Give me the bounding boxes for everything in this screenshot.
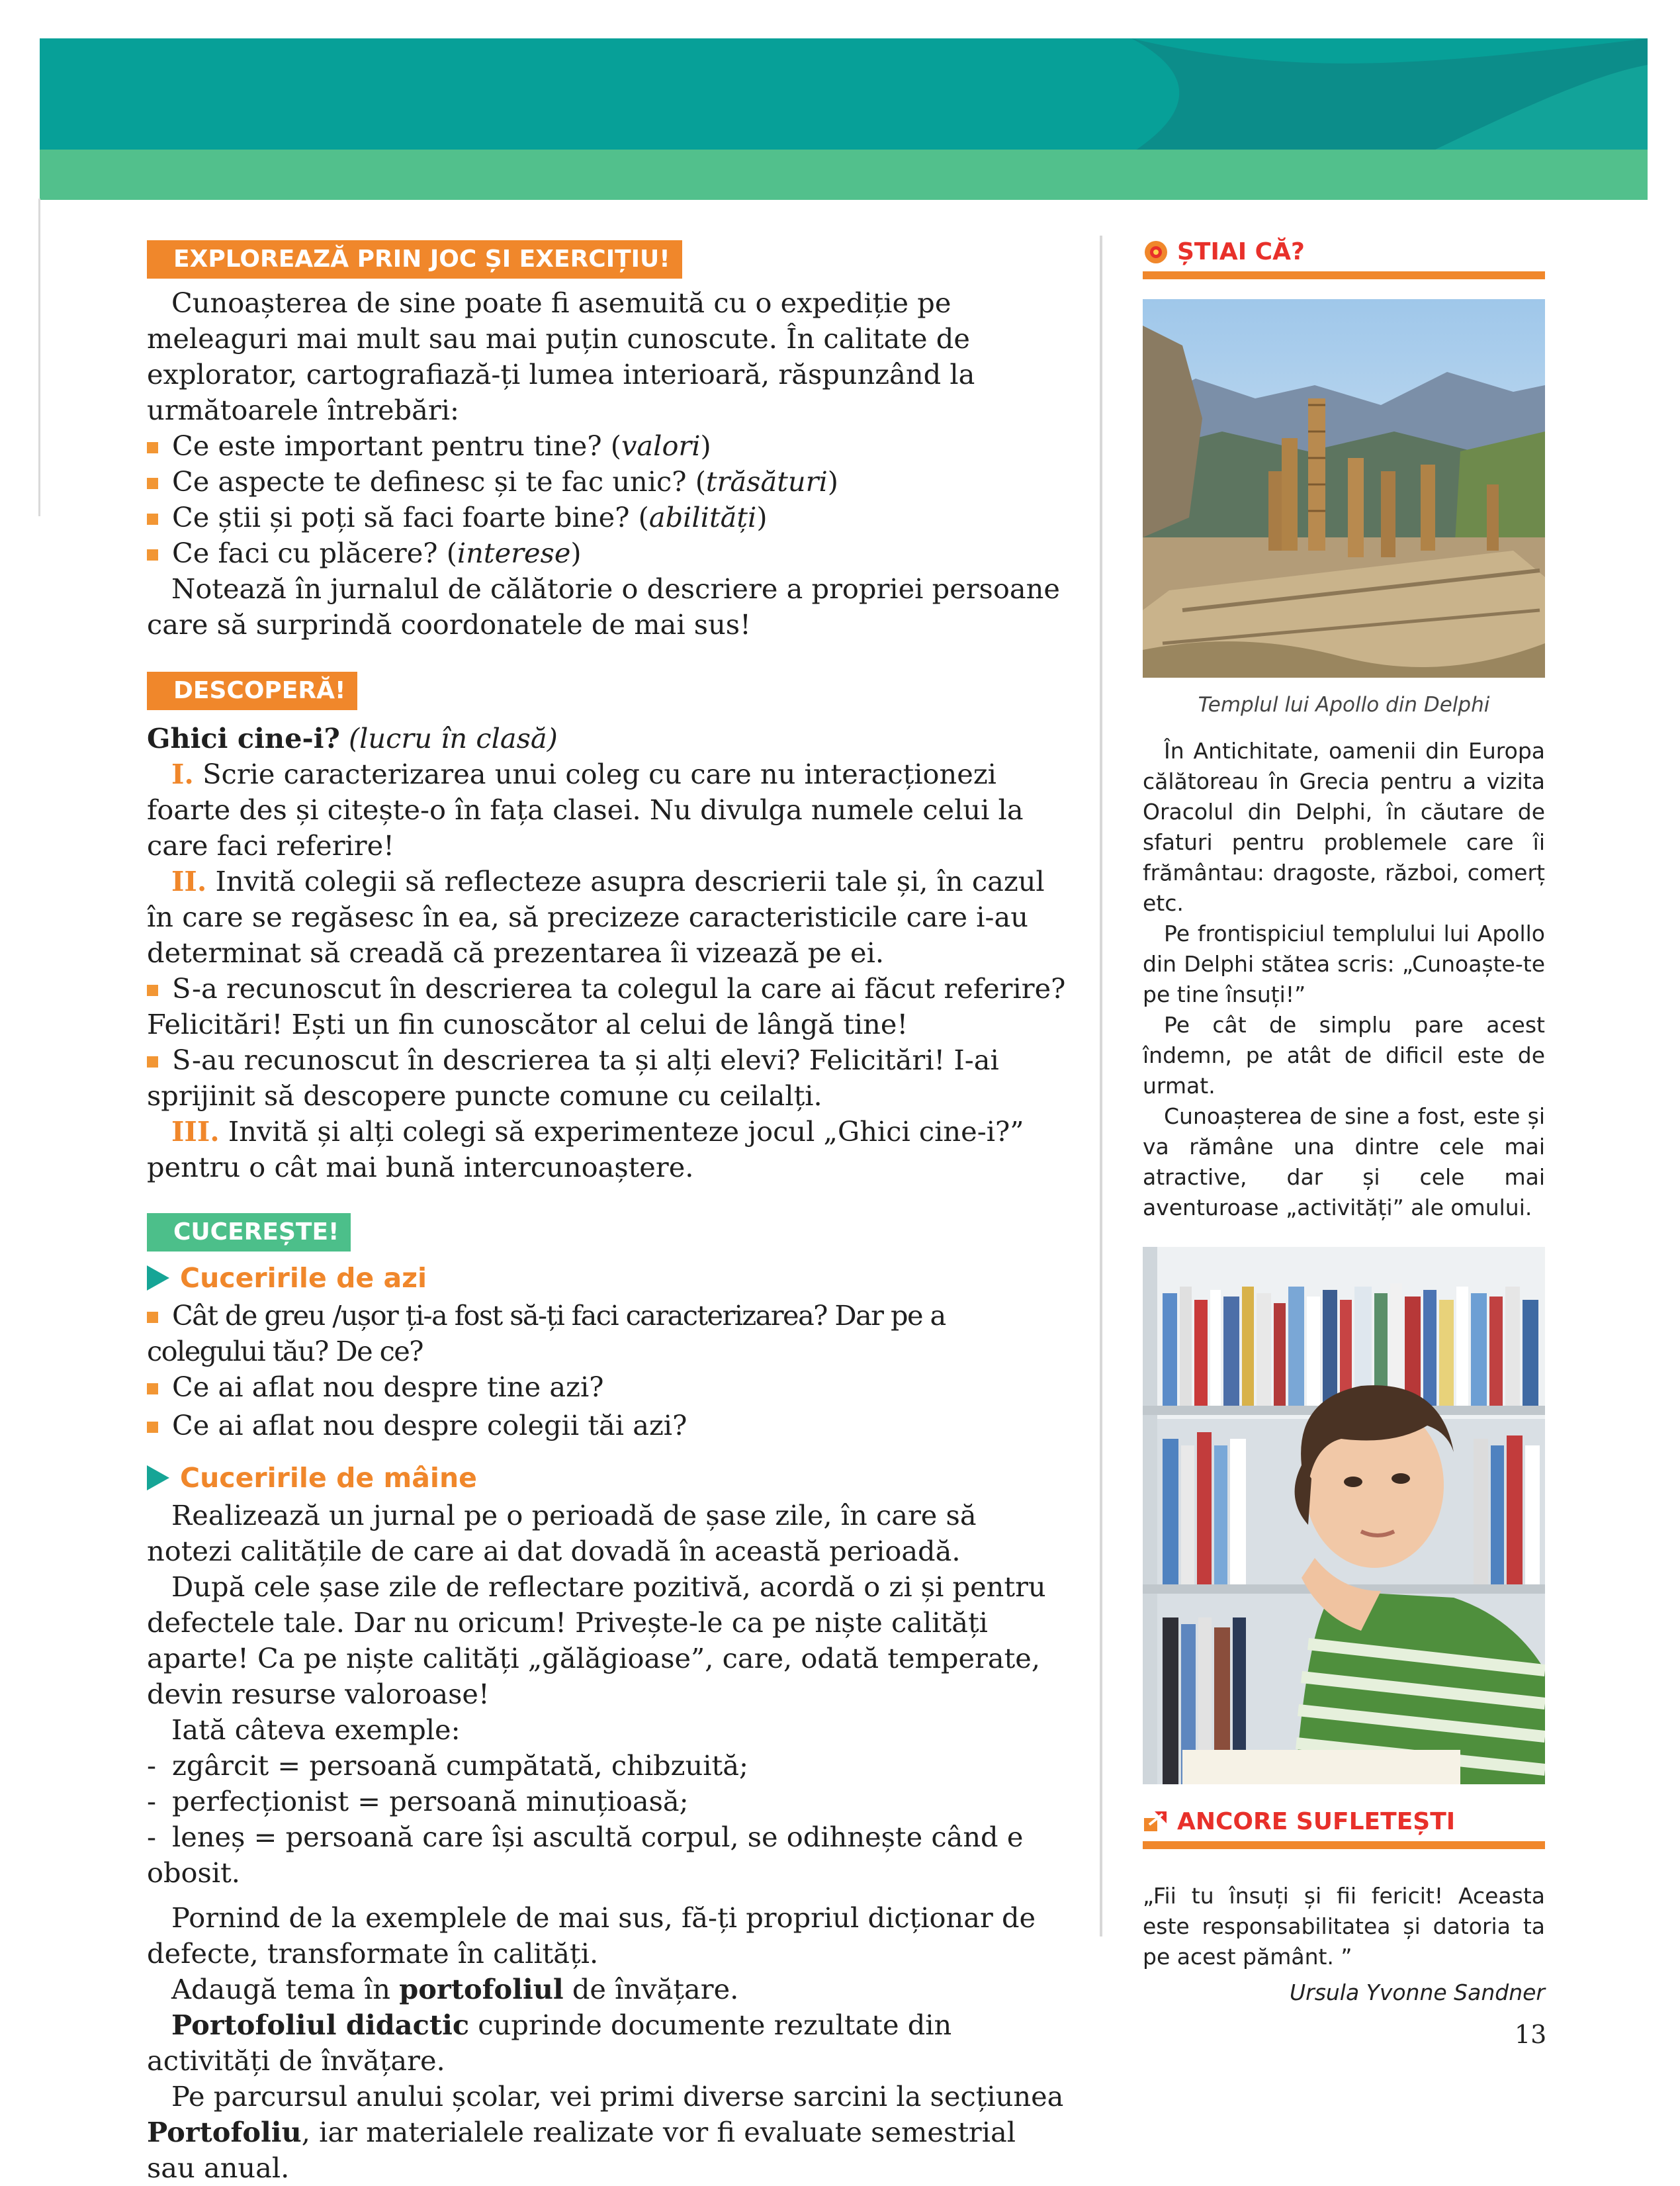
today-item: Ce ai aflat nou despre colegii tăi azi? xyxy=(147,1408,1067,1443)
discover-title: Ghici cine-i? (lucru în clasă) xyxy=(147,722,558,754)
main-column xyxy=(147,240,1067,2186)
header-banner xyxy=(40,38,1648,200)
quote-author: Ursula Yvonne Sandner xyxy=(1289,1980,1545,2005)
discover-bullet: S-a recunoscut în descrierea ta colegul la care ai făcut referire? Felicitări! Ești un fin cunoscător al celui de lângă tine! xyxy=(147,972,1066,1040)
section-heading-conquer: CUCEREȘTE! xyxy=(147,1213,351,1252)
example-item: - leneș = persoană care își ascultă corpul, se odihnește când e obosit. xyxy=(147,1821,1024,1889)
tomorrow-paragraph: Realizează un jurnal pe o perioadă de șase zile, în care să notezi calitățile de care ai dat dovadă în această perioadă. xyxy=(147,1499,977,1567)
photo-caption: Templul lui Apollo din Delphi xyxy=(1198,693,1490,717)
quote-text: „Fii tu însuți și fii fericit! Aceasta este responsabilitatea și datoria ta pe acest pământ. ” xyxy=(1143,1883,1545,1970)
did-you-know-text: În Antichitate, oamenii din Europa călătoreau în Grecia pentru a vizita Oracolul din Delphi, în căutare de sfaturi pentru problemele care îi frământau: dragoste, război, comerț etc. Pe frontispiciul templului lui Apollo din Delphi stătea scris: „Cunoaște-te pe tine însuți!” Pe cât de simplu pare acest îndemn, pe atât de dificil este de urmat. Cunoașterea de sine a fost, este și va rămâne una dintre cele mai atractive, dar și cele mai aventuroase „activități” ale omului. xyxy=(1143,738,1545,1220)
today-item: Cât de greu /ușor ți-a fost să-ți faci caracterizarea? Dar pe a colegului tău? De ce? xyxy=(147,1299,946,1367)
section-heading-discover: DESCOPERĂ! xyxy=(147,672,357,710)
tomorrow-paragraph: Portofoliul didactic cuprinde documente rezultate din activități de învățare. xyxy=(147,2009,952,2077)
section-heading-explore: EXPLOREAZĂ PRIN JOC ȘI EXERCIȚIU! xyxy=(147,240,682,279)
square-bullet-icon xyxy=(147,549,158,561)
discover-step-1: I. Scrie caracterizarea unui coleg cu care nu interacționezi foarte des și citește-o în fața clasei. Nu divulga numele celui la care faci referire! xyxy=(147,758,1024,862)
square-bullet-icon xyxy=(147,1383,158,1394)
margin-rule xyxy=(38,199,40,516)
heading-underline xyxy=(1143,271,1545,279)
square-bullet-icon xyxy=(147,514,158,525)
explore-intro: Cunoașterea de sine poate fi asemuită cu o expediție pe meleaguri mai mult sau mai puțin cunoscute. În calitate de explorator, cartografiază-ți lumea interioară, răspunzând la următoarele întrebări: xyxy=(147,287,975,426)
discover-step-3: III. Invită și alți colegi să experimenteze jocul „Ghici cine-i?” pentru o cât mai bună intercunoaștere. xyxy=(147,1115,1024,1183)
sidebar xyxy=(1143,236,1545,2008)
tomorrow-paragraph: Pornind de la exemplele de mai sus, fă-ți propriul dicționar de defecte, transformate în calități. xyxy=(147,1901,1036,1970)
page-number: 13 xyxy=(1515,2020,1547,2049)
subheading-tomorrow: Cuceririle de mâine xyxy=(147,1458,1067,1498)
square-bullet-icon xyxy=(147,985,158,996)
column-divider xyxy=(1100,236,1102,1936)
square-bullet-icon xyxy=(147,1056,158,1068)
discover-step-2: II. Invită colegii să reflecteze asupra descrierii tale și, în cazul în care se regăsesc în ea, să precizeze caracteristicile care i-au determinat să creadă că prezentarea îi vizează pe ei. xyxy=(147,865,1045,969)
explore-bullet: Ce este important pentru tine? (valori) xyxy=(147,428,1067,464)
delphi-temple-photo xyxy=(1143,299,1545,678)
examples-intro: Iată câteva exemple: xyxy=(171,1713,461,1746)
sun-icon xyxy=(1143,239,1169,265)
explore-bullet: Ce faci cu plăcere? (interese) xyxy=(147,535,1067,571)
anchor-arrows-icon xyxy=(1143,1809,1169,1835)
anchors-heading: ANCORE SUFLETEȘTI xyxy=(1143,1805,1545,1839)
heading-underline xyxy=(1143,1841,1545,1849)
tomorrow-paragraph: Adaugă tema în portofoliul de învățare. xyxy=(171,1973,739,2005)
explore-closing: Notează în jurnalul de călătorie o descriere a propriei persoane care să surprindă coordonatele de mai sus! xyxy=(147,572,1060,641)
today-item: Ce ai aflat nou despre tine azi? xyxy=(147,1369,1067,1405)
example-item: - perfecționist = persoană minuțioasă; xyxy=(147,1785,689,1817)
triangle-bullet-icon xyxy=(147,1465,169,1490)
square-bullet-icon xyxy=(147,1312,158,1323)
discover-bullet: S-au recunoscut în descrierea ta și alți elevi? Felicitări! I-ai sprijinit să descopere puncte comune cu ceilalți. xyxy=(147,1044,999,1112)
subheading-today: Cuceririle de azi xyxy=(147,1258,1067,1298)
tomorrow-paragraph: Pe parcursul anului școlar, vei primi diverse sarcini la secțiunea Portofoliu, iar materialele realizate vor fi evaluate semestrial sau anual. xyxy=(147,2080,1064,2184)
square-bullet-icon xyxy=(147,442,158,453)
triangle-bullet-icon xyxy=(147,1265,169,1291)
did-you-know-heading: ȘTIAI CĂ? xyxy=(1143,236,1545,269)
explore-bullet: Ce aspecte te definesc și te fac unic? (trăsături) xyxy=(147,464,1067,500)
tomorrow-paragraph: După cele șase zile de reflectare pozitivă, acordă o zi și pentru defectele tale. Dar nu oricum! Privește-le ca pe niște calități aparte! Ca pe niște calități „gălăgioase”, care, odată temperate, devin resurse valoroase! xyxy=(147,1571,1046,1710)
example-item: - zgârcit = persoană cumpătată, chibzuită; xyxy=(147,1749,748,1782)
square-bullet-icon xyxy=(147,478,158,489)
student-library-photo xyxy=(1143,1247,1545,1784)
square-bullet-icon xyxy=(147,1422,158,1433)
explore-bullet: Ce știi și poți să faci foarte bine? (abilități) xyxy=(147,500,1067,535)
